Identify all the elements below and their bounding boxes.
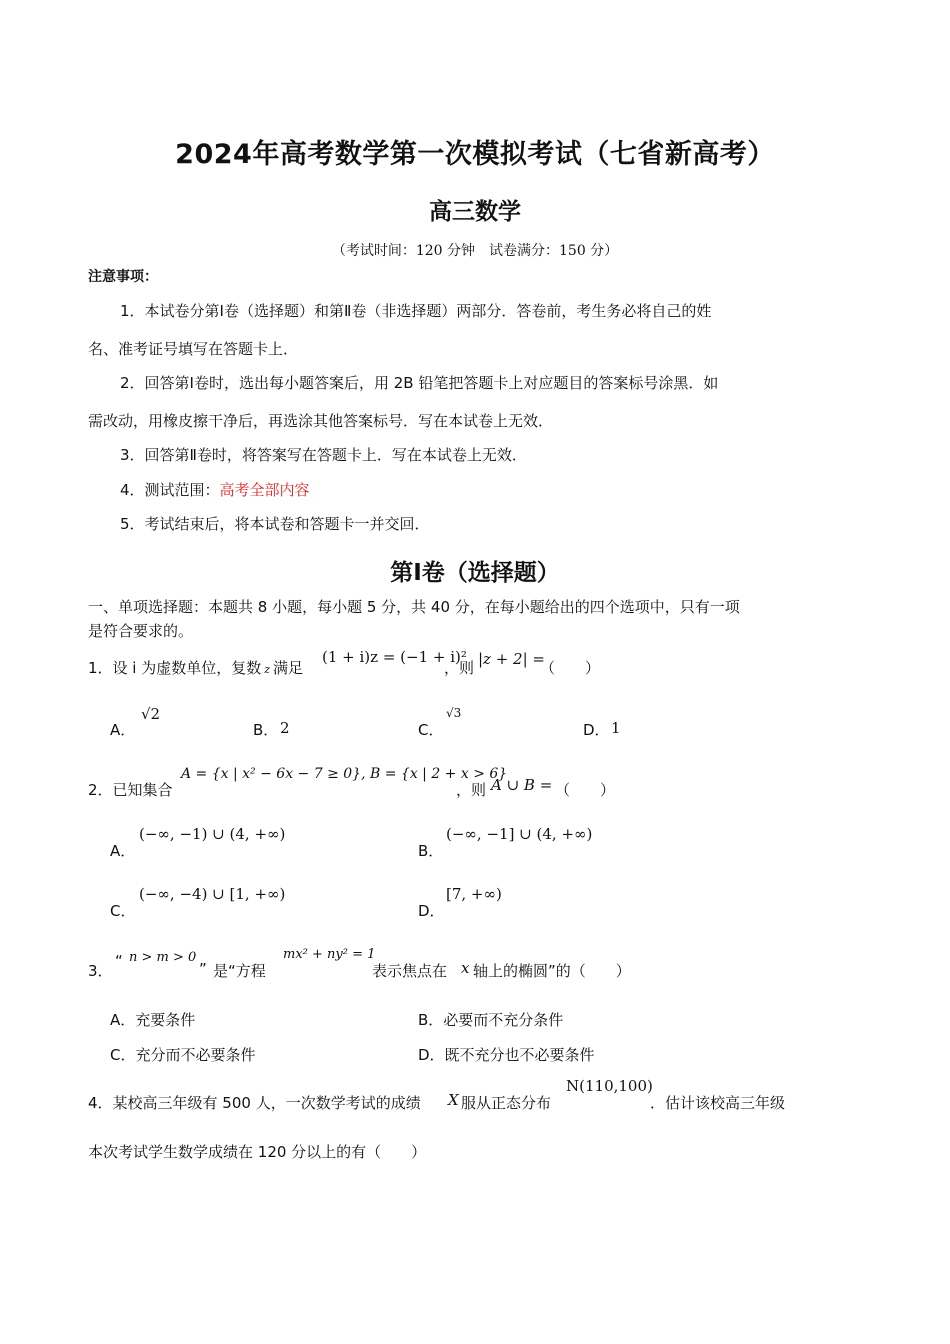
q3-option-b: B．必要而不充分条件	[418, 1011, 564, 1029]
q3-condition: n > m > 0	[129, 950, 197, 965]
note-4-scope: 高考全部内容	[219, 481, 310, 499]
q2-sets: A = {x | x² − 6x − 7 ≥ 0}, B = {x | 2 + x > 6}	[181, 766, 508, 782]
note-1-line-1: 1．本试卷分第Ⅰ卷（选择题）和第Ⅱ卷（非选择题）两部分．答卷前，考生务必将自己的姓	[120, 302, 712, 320]
q1-option-a-label: A．	[110, 721, 136, 739]
note-2-line-2: 需改动，用橡皮擦干净后，再选涂其他答案标号．写在本试卷上无效．	[88, 412, 554, 430]
section-intro-line-1: 一、单项选择题：本题共 8 小题，每小题 5 分，共 40 分，在每小题给出的四个选项中，只有一项	[88, 598, 740, 616]
q3-equation: mx² + ny² = 1	[283, 947, 376, 962]
q3-stem-a: 是“方程	[213, 962, 266, 980]
q1-stem	[88, 657, 303, 678]
q1-option-d-label: D．	[583, 721, 610, 739]
page-title: 2024年高考数学第一次模拟考试（七省新高考）	[175, 139, 775, 170]
q1-abs-expr: |z + 2| =	[478, 650, 545, 668]
note-4	[120, 479, 310, 500]
q1-stem-a: 1．设 i 为虚数单位，复数	[88, 659, 262, 677]
exam-info: （考试时间：120 分钟 试卷满分：150 分）	[331, 243, 619, 259]
q3-stem-b: 表示焦点在	[372, 962, 448, 980]
note-3: 3．回答第Ⅱ卷时，将答案写在答题卡上．写在本试卷上无效．	[120, 446, 527, 464]
q4-stem-b: 服从正态分布	[461, 1094, 552, 1112]
q1-option-a-value: √2	[141, 705, 161, 723]
q3-stem-c: 轴上的椭圆”的（ ）	[473, 962, 631, 980]
q3-x: x	[461, 959, 470, 977]
q2-option-a-value: (−∞, −1) ∪ (4, +∞)	[139, 825, 286, 843]
q4-X: X	[448, 1091, 459, 1109]
q1-formula: (1 + i)z = (−1 + i)²	[322, 648, 467, 666]
q2-union: A ∪ B =	[491, 776, 553, 794]
q2-option-c-label: C．	[110, 902, 136, 920]
q1-paren: （ ）	[540, 659, 601, 677]
page-subtitle: 高三数学	[429, 199, 521, 225]
q3-number: 3．	[88, 962, 113, 980]
q2-option-d-label: D．	[418, 902, 445, 920]
section-intro-line-2: 是符合要求的。	[88, 622, 194, 640]
section-title: 第Ⅰ卷（选择题）	[390, 560, 560, 586]
notes-heading: 注意事项：	[88, 269, 158, 285]
q4-stem-c: ．估计该校高三年级	[650, 1094, 786, 1112]
note-4-prefix: 4．测试范围：	[120, 481, 220, 499]
q3-close-quote: ”	[199, 960, 207, 978]
q2-option-a-label: A．	[110, 842, 136, 860]
q1-option-d-value: 1	[611, 719, 621, 737]
note-1-line-2: 名、准考证号填写在答题卡上．	[88, 340, 299, 358]
q1-option-c-value: √3	[446, 706, 462, 720]
q4-stem-a: 4．某校高三年级有 500 人，一次数学考试的成绩	[88, 1094, 421, 1112]
q3-option-d: D．既不充分也不必要条件	[418, 1046, 595, 1064]
q3-option-a: A．充要条件	[110, 1011, 196, 1029]
q2-option-d-value: [7, +∞)	[446, 885, 502, 903]
q4-distribution: N(110,100)	[566, 1077, 653, 1095]
q2-option-b-label: B．	[418, 842, 444, 860]
q1-stem-b: 满足	[273, 659, 304, 677]
q1-stem-c: ，则	[444, 659, 475, 677]
q2-stem-a: 2．已知集合	[88, 781, 173, 799]
q2-option-c-value: (−∞, −4) ∪ [1, +∞)	[139, 885, 286, 903]
note-2-line-1: 2．回答第Ⅰ卷时，选出每小题答案后，用 2B 铅笔把答题卡上对应题目的答案标号涂黑．如	[120, 374, 719, 392]
q1-z: z	[264, 663, 271, 676]
q4-line-2: 本次考试学生数学成绩在 120 分以上的有（ ）	[88, 1143, 427, 1161]
q3-option-c: C．充分而不必要条件	[110, 1046, 256, 1064]
q1-option-b-value: 2	[280, 719, 290, 737]
q2-paren: （ ）	[555, 781, 616, 799]
note-5: 5．考试结束后，将本试卷和答题卡一并交回．	[120, 515, 430, 533]
q2-option-b-value: (−∞, −1] ∪ (4, +∞)	[446, 825, 593, 843]
q2-stem-b: ，则	[456, 781, 487, 799]
q1-option-b-label: B．	[253, 721, 279, 739]
q1-option-c-label: C．	[418, 721, 444, 739]
q3-open-quote: “	[115, 952, 123, 970]
